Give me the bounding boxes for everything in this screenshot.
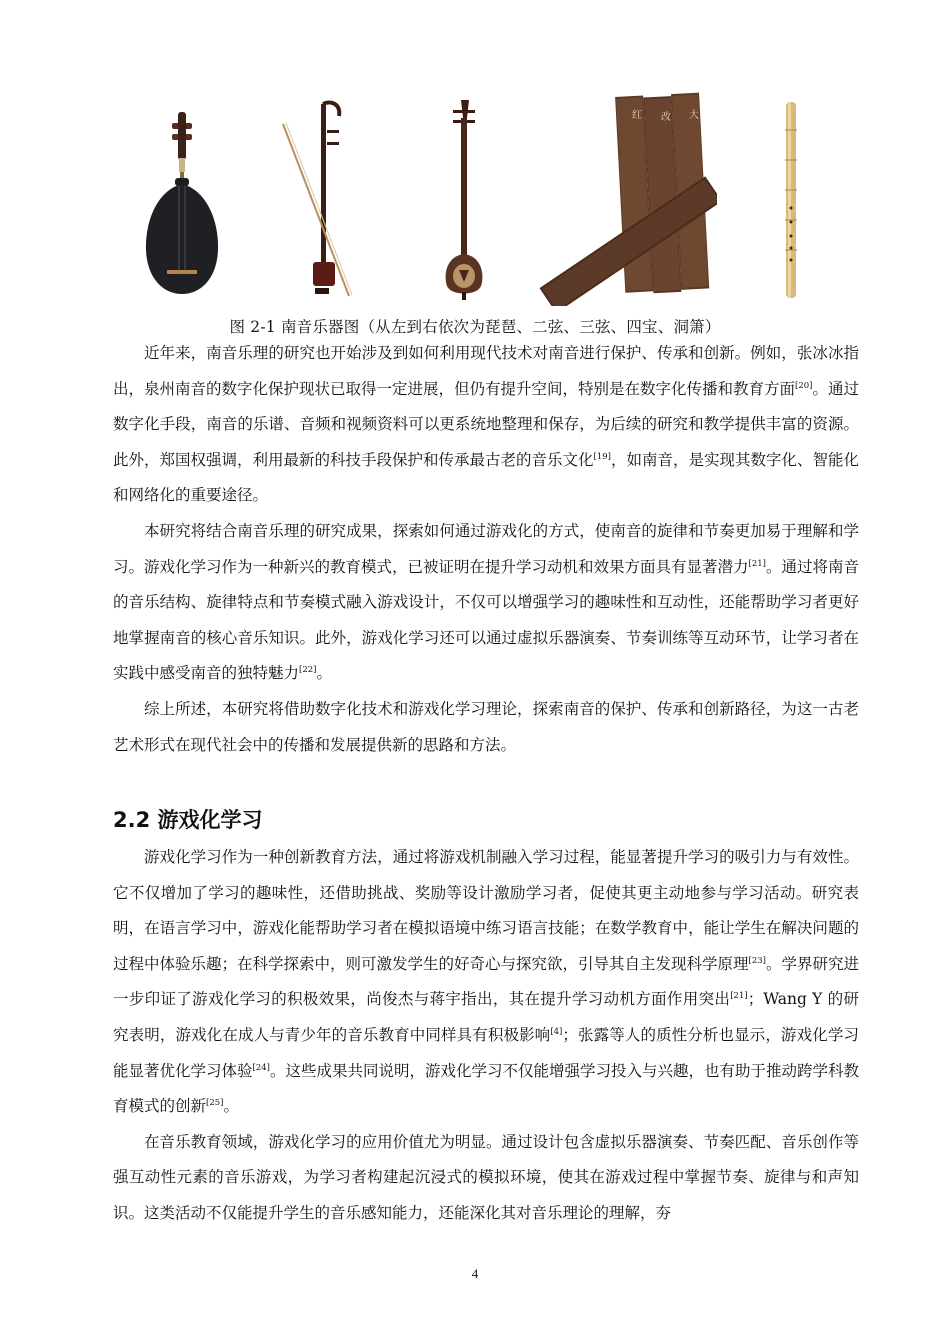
section-heading: 2.2 游戏化学习 (113, 808, 263, 832)
paragraph: 游戏化学习作为一种创新教育方法，通过将游戏机制融入学习过程，能显著提升学习的吸引力与有效性。它不仅增加了学习的趣味性，还借助挑战、奖励等设计激励学习者，促使其更主动地参与学习活动。研究表明，在语言学习中，游戏化能帮助学习者在模拟语境中练习语言技能；在数学教育中，能让学生在解决问题的过程中体验乐趣；在科学探索中，则可激发学生的好奇心与探究欲，引导其自主发现科学原理[23]。学界研究进一步印证了游戏化学习的积极效果，尚俊杰与蒋宇指出，其在提升学习动机方面作用突出[21]；Wang Y 的研究表明，游戏化在成人与青少年的音乐教育中同样具有积极影响[4]；张露等人的质性分析也显示，游戏化学习能显著优化学习体验[24]。这些成果共同说明，游戏化学习不仅能增强学习投入与兴趣，也有助于推动跨学科教育模式的创新[25]。 (113, 848, 859, 1116)
paragraph: 综上所述，本研究将借助数字化技术和游戏化学习理论，探索南音的保护、传承和创新路径，为这一古老艺术形式在现代社会中的传播和发展提供新的思路和方法。 (113, 699, 859, 754)
paragraph: 近年来，南音乐理的研究也开始涉及到如何利用现代技术对南音进行保护、传承和创新。例如，张冰冰指出，泉州南音的数字化保护现状已取得一定进展，但仍有提升空间，特别是在数字化传播和教育方面[20]。通过数字化手段，南音的乐谱、音频和视频资料可以更系统地整理和保存，为后续的研究和教学提供丰富的资源。此外，郑国权强调，利用最新的科技手段保护和传承最古老的音乐文化[19]，如南音，是实现其数字化、智能化和网络化的重要途径。 (113, 344, 859, 505)
citation-ref: [21] (748, 558, 766, 569)
paragraph: 在音乐教育领域，游戏化学习的应用价值尤为明显。通过设计包含虚拟乐器演奏、节奏匹配、音乐创作等强互动性元素的音乐游戏，为学习者构建起沉浸式的模拟环境，使其在游戏过程中掌握节奏、旋律与和声知识。这类活动不仅能提升学生的音乐感知能力，还能深化其对音乐理论的理解，夯 (113, 1132, 859, 1222)
svg-text:改: 改 (661, 112, 671, 123)
citation-ref: [25] (206, 1098, 224, 1108)
citation-ref: [21] (730, 991, 748, 1002)
figure-caption: 图 2-1 南音乐器图（从左到右依次为琵琶、二弦、三弦、四宝、洞箫） (229, 318, 721, 336)
citation-ref: [4] (550, 1026, 563, 1037)
dongxiao-photo (719, 90, 863, 306)
svg-text:红: 红 (632, 110, 642, 121)
instrument-figure (113, 90, 863, 308)
citation-ref: [20] (795, 380, 813, 391)
svg-text:大: 大 (689, 110, 699, 121)
citation-ref: [19] (593, 451, 611, 462)
sibao-photo (537, 90, 717, 306)
body-text-bottom (113, 840, 859, 1232)
erxian-photo (253, 90, 391, 306)
page-number: 4 (471, 1266, 479, 1281)
paragraph: 本研究将结合南音乐理的研究成果，探索如何通过游戏化的方式，使南音的旋律和节奏更加易于理解和学习。游戏化学习作为一种新兴的教育模式，已被证明在提升学习动机和效果方面具有显著潜力[21]。通过将南音的音乐结构、旋律特点和节奏模式融入游戏设计，不仅可以增强学习的趣味性和互动性，还能帮助学习者更好地掌握南音的核心音乐知识。此外，游戏化学习还可以通过虚拟乐器演奏、节奏训练等互动环节，让学习者在实践中感受南音的独特魅力[22]。 (113, 521, 859, 683)
pipa-photo (113, 90, 251, 306)
citation-ref: [22] (299, 665, 317, 676)
citation-ref: [23] (748, 955, 766, 966)
body-text-top (113, 336, 859, 763)
sanxian-photo (393, 90, 535, 306)
citation-ref: [24] (252, 1062, 270, 1073)
